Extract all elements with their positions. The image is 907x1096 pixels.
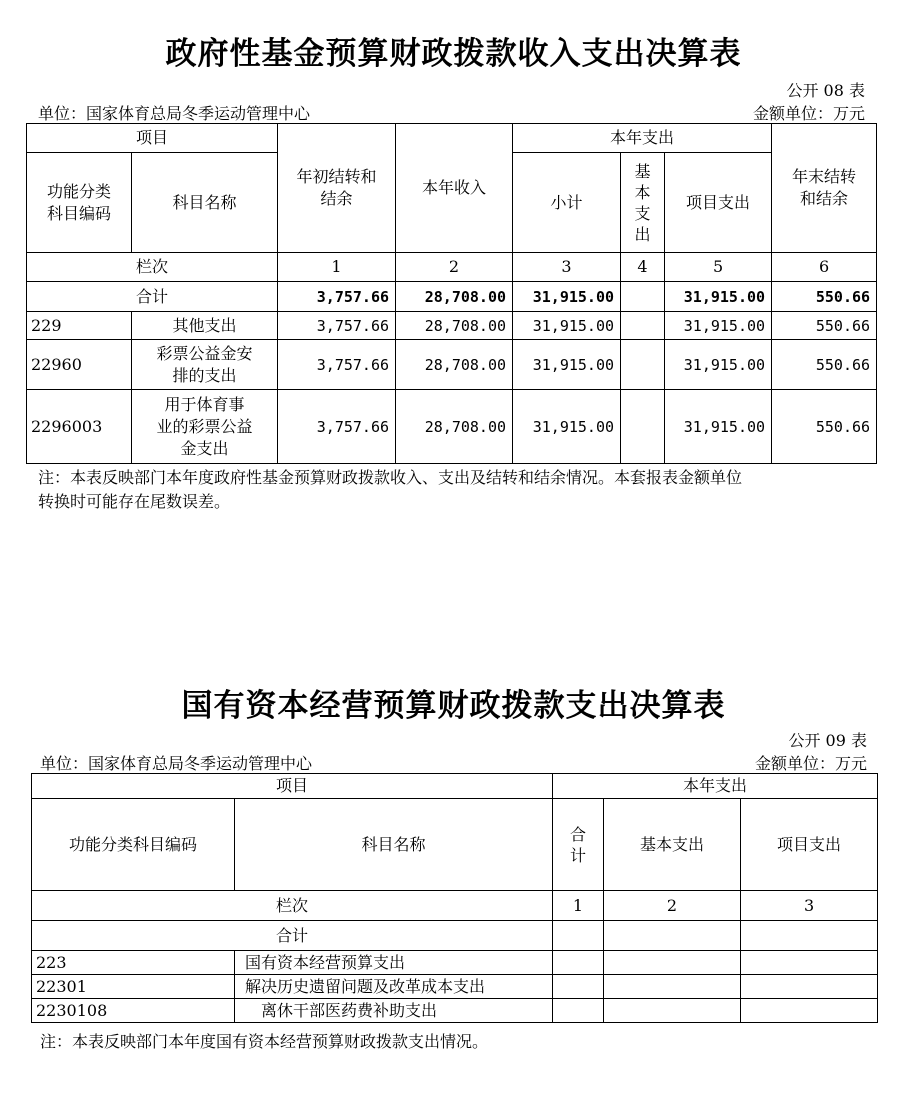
- header-income: 本年收入: [396, 124, 513, 253]
- total-row: 合计 3,757.66 28,708.00 31,915.00 31,915.00 550.66: [27, 282, 877, 312]
- table2-unit-right: 金额单位：万元: [754, 754, 867, 773]
- table-row: 2230108 离休干部医药费补助支出: [32, 999, 878, 1023]
- header-beginning: 年初结转和 结余: [278, 124, 396, 253]
- header-func-code: 功能分类 科目编码: [27, 153, 132, 253]
- table-row: 22301 解决历史遗留问题及改革成本支出: [32, 975, 878, 999]
- table1-note: 注：本表反映部门本年度政府性基金预算财政拨款收入、支出及结转和结余情况。本套报表金额单位 转换时可能存在尾数误差。: [38, 468, 743, 511]
- table2-title: 国有资本经营预算财政拨款支出决算表: [181, 688, 726, 724]
- header-subject-name: 科目名称: [235, 799, 553, 891]
- header-subject-name: 科目名称: [132, 153, 278, 253]
- header-item: 项目: [32, 774, 553, 799]
- table1-title: 政府性基金预算财政拨款收入支出决算表: [165, 36, 742, 72]
- header-expenditure: 本年支出: [513, 124, 772, 153]
- col-index-row: 栏次 1 2 3 4 5 6: [27, 253, 877, 282]
- table2-grid: [31, 773, 878, 1023]
- col-index-row: 栏次 1 2 3: [32, 891, 878, 921]
- header-basic: 基本支出: [604, 799, 741, 891]
- table1-unit-left: 单位：国家体育总局冬季运动管理中心: [38, 104, 311, 123]
- header-expenditure: 本年支出: [553, 774, 878, 799]
- table-row: 229 其他支出 3,757.66 28,708.00 31,915.00 31,915.00 550.66: [27, 312, 877, 340]
- table1-form-no: 公开 08 表: [786, 81, 865, 100]
- table-row: 2296003 用于体育事 业的彩票公益 金支出 3,757.66 28,708.00 31,915.00 31,915.00 550.66: [27, 390, 877, 464]
- table2-form-no: 公开 09 表: [788, 731, 867, 750]
- header-total: 合 计: [553, 799, 604, 891]
- total-row: 合计: [32, 921, 878, 951]
- table1-unit-right: 金额单位：万元: [752, 104, 865, 123]
- header-project: 项目支出: [665, 153, 772, 253]
- header-project: 项目支出: [741, 799, 878, 891]
- header-ending: 年末结转 和结余: [772, 124, 877, 253]
- table2-note: 注：本表反映部门本年度国有资本经营预算财政拨款支出情况。: [40, 1032, 489, 1051]
- table-row: 223 国有资本经营预算支出: [32, 951, 878, 975]
- header-subtotal: 小计: [513, 153, 621, 253]
- table2-unit-left: 单位：国家体育总局冬季运动管理中心: [40, 754, 313, 773]
- table-row: 22960 彩票公益金安 排的支出 3,757.66 28,708.00 31,915.00 31,915.00 550.66: [27, 340, 877, 390]
- header-item: 项目: [27, 124, 278, 153]
- table1-grid: [26, 123, 877, 464]
- header-func-code: 功能分类科目编码: [32, 799, 235, 891]
- header-basic: 基 本 支 出: [621, 153, 665, 253]
